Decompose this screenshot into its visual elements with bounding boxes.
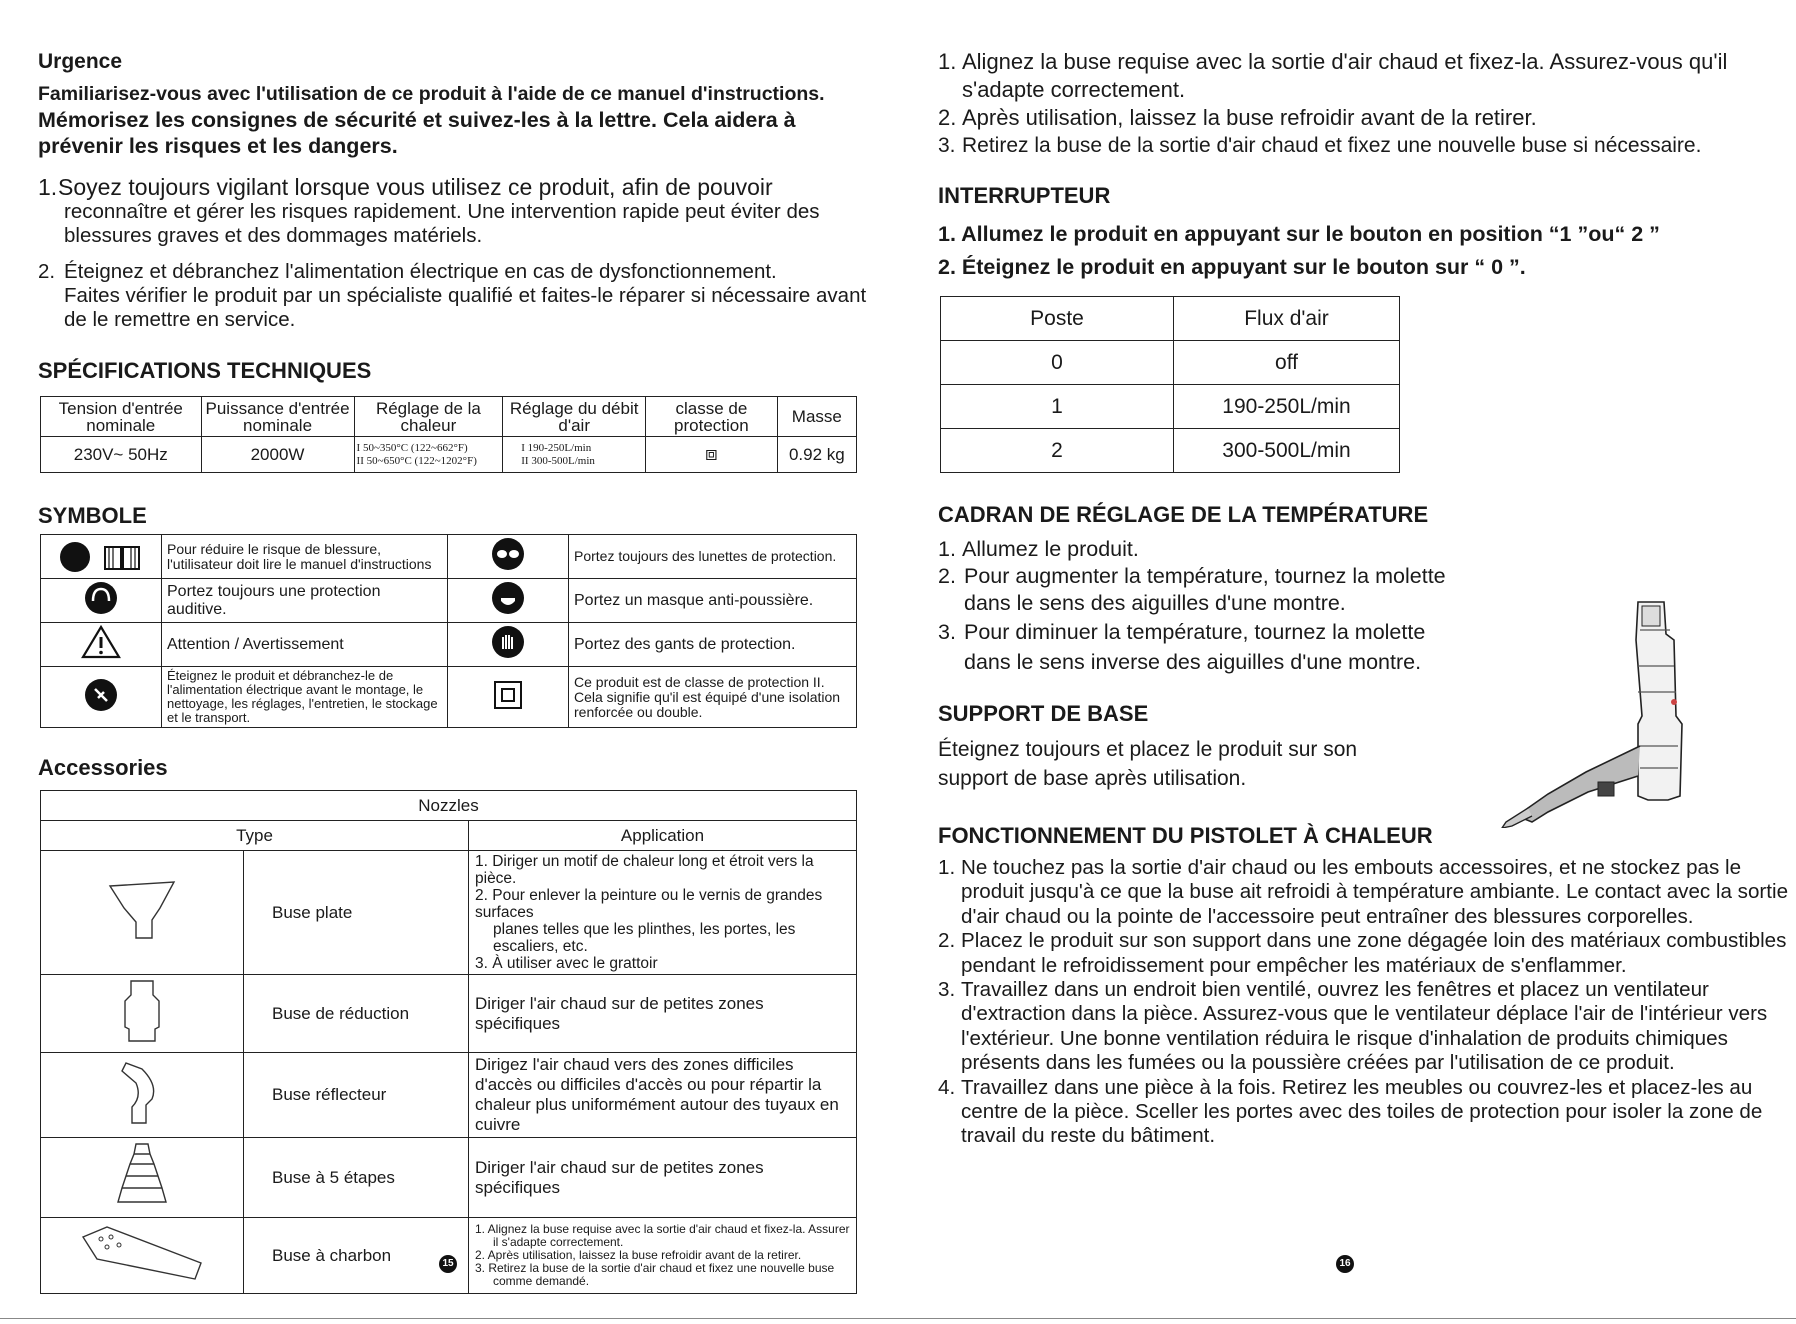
read-manual-icon xyxy=(41,535,162,579)
scraper-nozzle-icon xyxy=(41,1218,244,1294)
specs-table xyxy=(40,396,857,473)
specs-header-row xyxy=(41,397,857,437)
spec-mass: 0.92 kg xyxy=(777,437,856,473)
operation-item: 1. Ne touchez pas la sortie d'air chaud ou les embouts accessoires, et ne stockez pas le produit jusqu'à ce que la buse ait refroidi à température ambiante. Le contact avec la sortie d'air chaud ou la pointe de l'accessoire peut entraîner des blessures corporelles. xyxy=(938,856,1789,928)
user-read-icon xyxy=(60,542,90,572)
position-row: 1 190-250L/min xyxy=(941,385,1400,429)
operation-item: 4. Travaillez dans une pièce à la fois. Retirez les meubles ou couvrez-les et placez-les au centre de la pièce. Sceller les portes avec des toiles de protection pour isoler la zone de travail du reste du bâtiment. xyxy=(938,1075,1763,1148)
five-step-nozzle-icon xyxy=(41,1138,244,1218)
nozzle-steps xyxy=(938,48,1788,160)
nozzle-step: 2. Après utilisation, laissez la buse refroidir avant de la retirer. xyxy=(938,105,1537,130)
spec-header-airflow: Réglage du débit d'air xyxy=(503,397,646,437)
symbols-table xyxy=(40,534,857,728)
nozzle-row xyxy=(41,1138,857,1218)
symbol-text-glasses: Portez toujours des lunettes de protection. xyxy=(569,535,857,579)
switch-list xyxy=(938,218,1660,284)
safety-item-2-cont: Faites vérifier le produit par un spécialiste qualifié et faites-le réparer si nécessaire avant de le remettre en service. xyxy=(64,284,867,331)
accessories-title: Accessories xyxy=(38,755,168,780)
symbol-row-2 xyxy=(41,579,857,623)
spec-header-mass: Masse xyxy=(777,397,856,437)
ear-protection-icon xyxy=(41,579,162,623)
nozzle-name: Buse de réduction xyxy=(244,975,469,1053)
spec-voltage: 230V~ 50Hz xyxy=(41,437,202,473)
spec-airflow: I 190-250L/min II 300-500L/min xyxy=(503,437,646,473)
type-app-header-row xyxy=(41,821,857,851)
safety-item-1-cont: reconnaître et gérer les risques rapidement. Une intervention rapide peut éviter des blessures graves et des dommages matériels. xyxy=(64,200,820,247)
dust-mask-icon xyxy=(448,579,569,623)
nozzle-application: Diriger l'air chaud sur de petites zones spécifiques xyxy=(469,1138,857,1218)
nozzle-application: Diriger l'air chaud sur de petites zones spécifiques xyxy=(469,975,857,1053)
spec-power: 2000W xyxy=(201,437,354,473)
symbol-row-4 xyxy=(41,667,857,728)
position-row: 0 off xyxy=(941,341,1400,385)
dial-list xyxy=(938,536,1458,677)
nozzle-application: Dirigez l'air chaud vers des zones difficiles d'accès ou difficiles d'accès ou pour répartir la chaleur plus uniformément autour des tuyaux en cuivre xyxy=(469,1053,857,1138)
nozzle-row xyxy=(41,975,857,1053)
position-header-row xyxy=(941,297,1400,341)
operation-item: 2. Placez le produit sur son support dans une zone dégagée loin des matériaux combustibles pendant le refroidissement pour empêcher les matériaux de s'enflammer. xyxy=(938,929,1787,977)
nozzle-name: Buse plate xyxy=(244,851,469,975)
nozzle-application: 1. Diriger un motif de chaleur long et étroit vers la pièce. 2. Pour enlever la peinture ou le vernis de grandes surfaces planes telles que les plinthes, les portes, les escaliers, etc. 3. À utiliser avec le grattoir xyxy=(469,851,857,975)
nozzle-row xyxy=(41,1053,857,1138)
position-row: 2 300-500L/min xyxy=(941,429,1400,473)
nozzle-row xyxy=(41,851,857,975)
accessories-table xyxy=(40,790,857,1294)
spec-header-voltage: Tension d'entrée nominale xyxy=(41,397,202,437)
urgence-title: Urgence xyxy=(38,50,123,73)
application-header: Application xyxy=(469,821,857,851)
operation-title: FONCTIONNEMENT DU PISTOLET À CHALEUR xyxy=(938,823,1433,848)
nozzles-header-row xyxy=(41,791,857,821)
safety-glasses-icon xyxy=(448,535,569,579)
dial-item: 2. Pour augmenter la température, tournez la molette dans le sens des aiguilles d'une montre. xyxy=(938,564,1446,615)
safety-item-2: 2. Éteignez et débranchez l'alimentation électrique en cas de dysfonctionnement. xyxy=(38,260,777,283)
heat-gun-illustration xyxy=(1488,596,1698,828)
operation-item: 3. Travaillez dans un endroit bien ventilé, ouvrez les fenêtres et placez un ventilateur d'extraction dans la pièce. Assurez-vous que le ventilateur déplace l'air de l'intérieur vers l'extérieur. Une bonne ventilation réduira le risque d'inhalation de produits chimiques présents dans les fumées ou la poussière créées par l'utilisation de ce produit. xyxy=(938,978,1768,1075)
unplug-icon xyxy=(41,667,162,728)
switch-item: 2. Éteignez le produit en appuyant sur le bouton sur “ 0 ”. xyxy=(938,255,1526,279)
dial-item: 1. Allumez le produit. xyxy=(938,537,1139,561)
nozzles-header: Nozzles xyxy=(41,791,857,821)
nozzle-step: 1. Alignez la buse requise avec la sortie d'air chaud et fixez-la. Assurez-vous qu'il s'adapte correctement. xyxy=(938,49,1728,102)
nozzle-step: 3. Retirez la buse de la sortie d'air chaud et fixez une nouvelle buse si nécessaire. xyxy=(938,134,1702,157)
spec-class-symbol: ⧈ xyxy=(646,437,778,473)
spec-header-class: classe de protection xyxy=(646,397,778,437)
symbol-text-read-manual: Pour réduire le risque de blessure, l'utilisateur doit lire le manuel d'instructions xyxy=(162,535,448,579)
symbol-text-ear: Portez toujours une protection auditive. xyxy=(162,579,448,623)
symbol-row-3 xyxy=(41,623,857,667)
reduction-nozzle-icon xyxy=(41,975,244,1053)
switch-item: 1. Allumez le produit en appuyant sur le bouton en position “1 ”ou“ 2 ” xyxy=(938,222,1660,246)
symbole-title: SYMBOLE xyxy=(38,503,147,528)
nozzle-application: 1. Alignez la buse requise avec la sortie d'air chaud et fixez-la. Assurer il s'adapte correctement. 2. Après utilisation, laissez la buse refroidir avant de la retirer. 3. Retirez la buse de la sortie d'air chaud et fixez une nouvelle buse comme demandé. xyxy=(469,1218,857,1294)
dial-item: 3. Pour diminuer la température, tournez la molette dans le sens inverse des aiguilles d'une montre. xyxy=(938,620,1426,674)
nozzle-name: Buse réflecteur xyxy=(244,1053,469,1138)
nozzle-name: Buse à 5 étapes xyxy=(244,1138,469,1218)
right-page xyxy=(898,0,1796,1324)
bottom-divider xyxy=(0,1318,1796,1319)
spec-heat: I 50~350°C (122~662°F) II 50~650°C (122~1202°F) xyxy=(354,437,503,473)
spec-header-power: Puissance d'entrée nominale xyxy=(201,397,354,437)
reflector-nozzle-icon xyxy=(41,1053,244,1138)
gloves-icon xyxy=(448,623,569,667)
dial-title: CADRAN DE RÉGLAGE DE LA TEMPÉRATURE xyxy=(938,502,1429,527)
safety-item-1: 1. Soyez toujours vigilant lorsque vous utilisez ce produit, afin de pouvoir xyxy=(38,174,773,200)
base-text: Éteignez toujours et placez le produit sur son support de base après utilisation. xyxy=(938,738,1358,790)
symbol-text-mask: Portez un masque anti-poussière. xyxy=(569,579,857,623)
nozzle-name: Buse à charbon xyxy=(244,1218,469,1294)
page-number-left: 15 xyxy=(439,1255,457,1273)
symbol-text-class-ii: Ce produit est de classe de protection II. Cela signifie qu'il est équipé d'une isolation renforcée ou double. xyxy=(569,667,857,728)
symbol-text-unplug: Éteignez le produit et débranchez-le de l'alimentation électrique avant le montage, le nettoyage, les réglages, l'entretien, le stockage et le transport. xyxy=(162,667,448,728)
intro-bold-1: Familiarisez-vous avec l'utilisation de ce produit à l'aide de ce manuel d'instructions. xyxy=(38,83,825,105)
spec-header-heat: Réglage de la chaleur xyxy=(354,397,503,437)
specs-title: SPÉCIFICATIONS TECHNIQUES xyxy=(38,358,372,383)
flat-nozzle-icon xyxy=(41,851,244,975)
symbol-row-1 xyxy=(41,535,857,579)
operation-list xyxy=(938,856,1790,1149)
page-number-right: 16 xyxy=(1336,1255,1354,1273)
position-header: Poste xyxy=(941,297,1174,341)
position-table xyxy=(940,296,1400,473)
safety-list xyxy=(38,174,868,332)
book-icon xyxy=(102,542,142,572)
class-ii-icon xyxy=(448,667,569,728)
symbol-text-gloves: Portez des gants de protection. xyxy=(569,623,857,667)
specs-value-row xyxy=(41,437,857,473)
type-header: Type xyxy=(41,821,469,851)
intro-bold-2: Mémorisez les consignes de sécurité et suivez-les à la lettre. Cela aidera à prévenir les risques et les dangers. xyxy=(38,108,796,158)
base-title: SUPPORT DE BASE xyxy=(938,701,1149,726)
symbol-text-warning: Attention / Avertissement xyxy=(162,623,448,667)
airflow-header: Flux d'air xyxy=(1174,297,1400,341)
warning-icon xyxy=(41,623,162,667)
switch-title: INTERRUPTEUR xyxy=(938,183,1111,208)
